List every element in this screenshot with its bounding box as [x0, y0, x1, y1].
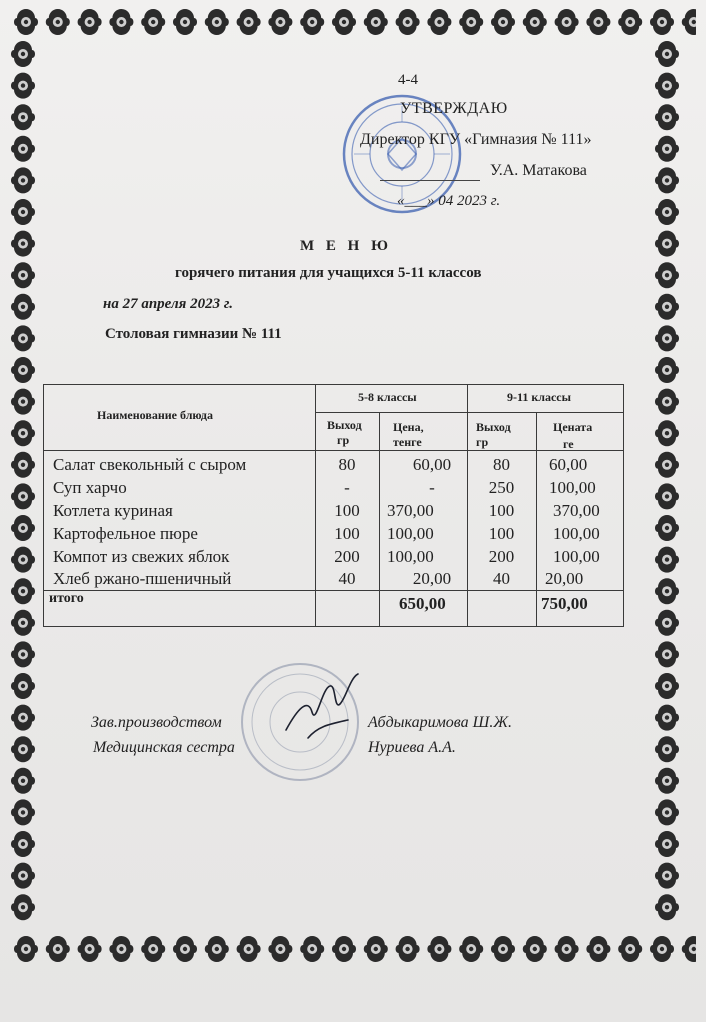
- approval-heading: УТВЕРЖДАЮ: [400, 100, 508, 117]
- price-9-11: 100,00: [553, 547, 600, 566]
- dish-name: Салат свекольный с сыром: [53, 455, 247, 474]
- price-9-11: 100,00: [553, 524, 600, 543]
- signature-role-2: Медицинская сестра: [93, 739, 235, 756]
- price-9-11: 370,00: [553, 501, 600, 520]
- dish-name: Компот из свежих яблок: [53, 547, 230, 566]
- total-9-11: 750,00: [541, 594, 588, 613]
- dish-name: Суп харчо: [53, 478, 127, 497]
- price-5-8: 20,00: [412, 569, 452, 588]
- yield-9-11: 40: [493, 569, 510, 588]
- yield-5-8: 40: [338, 569, 356, 588]
- menu-table: [43, 384, 624, 627]
- yield-9-11: 250: [488, 478, 515, 497]
- yield-5-8: 200: [334, 547, 360, 566]
- price-5-8: 370,00: [387, 501, 434, 520]
- subheader-yield-1-line1: Выход: [327, 418, 362, 432]
- subheader-yield-1-line2: гр: [337, 433, 350, 447]
- yield-9-11: 200: [488, 547, 515, 566]
- price-5-8: -: [429, 478, 435, 497]
- signature-name-2: Нуриева А.А.: [368, 739, 456, 756]
- approval-date: «___» 04 2023 г.: [397, 193, 501, 209]
- subheader-price-1-line2: тенге: [393, 435, 422, 449]
- price-5-8: 100,00: [387, 524, 434, 543]
- director-name: У.А. Матакова: [490, 162, 587, 179]
- page-title: М Е Н Ю: [300, 238, 392, 254]
- signature-name-1: Абдыкаримова Ш.Ж.: [368, 714, 512, 731]
- ornament-border-bottom: [10, 934, 696, 964]
- signature-line: [380, 180, 480, 181]
- subheader-price-2-line2: ге: [563, 437, 574, 451]
- dish-name: Картофельное пюре: [53, 524, 198, 543]
- price-5-8: 60,00: [412, 455, 452, 474]
- price-9-11: 60,00: [549, 455, 588, 474]
- ornament-border-top: [10, 6, 696, 38]
- price-9-11: 100,00: [549, 478, 596, 497]
- canteen-name: Столовая гимназии № 111: [105, 326, 282, 342]
- column-header-group-5-8: 5-8 классы: [358, 390, 417, 404]
- subheader-yield-2-line2: гр: [476, 435, 489, 449]
- subheader-price-1-line1: Цена,: [393, 420, 424, 434]
- ornament-border-left: [8, 36, 38, 936]
- subheader-yield-2-line1: Выход: [476, 420, 511, 434]
- column-header-group-9-11: 9-11 классы: [507, 390, 572, 404]
- page-subtitle: горячего питания для учащихся 5-11 классов: [175, 265, 482, 281]
- yield-5-8: 100: [334, 524, 360, 543]
- price-5-8: 100,00: [387, 547, 434, 566]
- yield-5-8: -: [344, 478, 350, 497]
- handwritten-signature: [278, 668, 368, 748]
- total-label: итого: [49, 591, 84, 606]
- yield-5-8: 100: [334, 501, 360, 520]
- dish-name: Котлета куриная: [53, 501, 173, 520]
- total-5-8: 650,00: [399, 594, 446, 613]
- ornament-border-right: [652, 36, 682, 936]
- column-header-name: Наименование блюда: [97, 408, 213, 422]
- subheader-price-2-line1: Цената: [553, 420, 593, 434]
- signature-role-1: Зав.производством: [91, 714, 222, 731]
- yield-5-8: 80: [338, 455, 356, 474]
- dish-name: Хлеб ржано-пшеничный: [53, 569, 232, 588]
- document-number: 4-4: [398, 72, 418, 88]
- director-position: Директор КГУ «Гимназия № 111»: [360, 131, 592, 148]
- yield-9-11: 100: [488, 524, 515, 543]
- yield-9-11: 100: [488, 501, 515, 520]
- menu-date: на 27 апреля 2023 г.: [103, 296, 233, 312]
- yield-9-11: 80: [493, 455, 510, 474]
- price-9-11: 20,00: [545, 569, 584, 588]
